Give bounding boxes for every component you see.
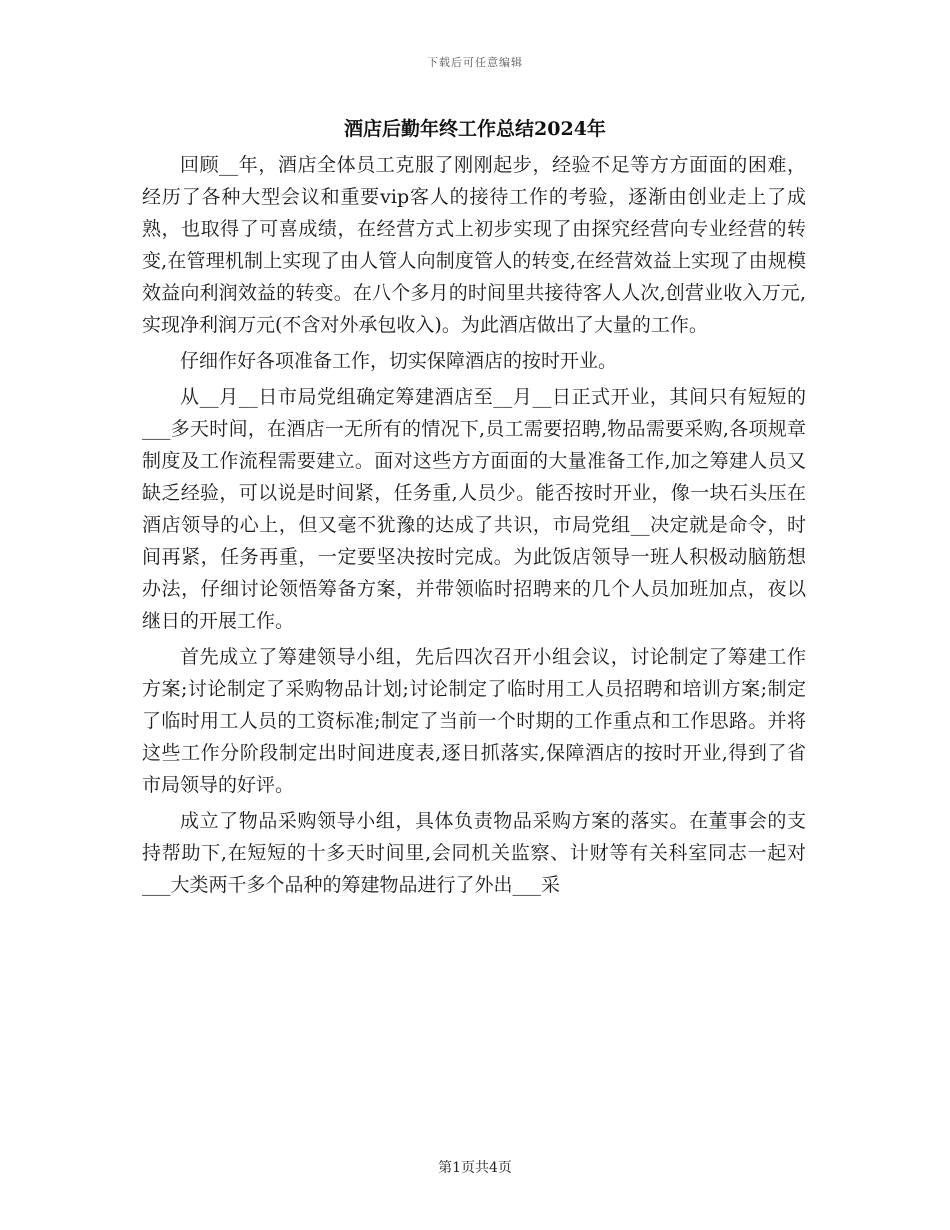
page-number: 第1页共4页 xyxy=(438,1160,512,1176)
paragraph-4: 首先成立了筹建领导小组，先后四次召开小组会议，讨论制定了筹建工作方案;讨论制定了采购物品计划;讨论制定了临时用工人员招聘和培训方案;制定了临时用工人员的工资标准;制定了当前一个时期的工作重点和工作思路。并将这些工作分阶段制定出时间进度表,逐日抓落实,保障酒店的按时开业,得到了省市局领导的好评。 xyxy=(142,646,806,796)
document-title: 酒店后勤年终工作总结2024年 xyxy=(344,118,606,140)
header-note: 下载后可任意编辑 xyxy=(427,56,523,69)
paragraph-2: 仔细作好各项准备工作，切实保障酒店的按时开业。 xyxy=(180,350,618,372)
paragraph-3: 从__月__日市局党组确定筹建酒店至__月__日正式开业，其间只有短短的___多天时间，在酒店一无所有的情况下,员工需要招聘,物品需要采购,各项规章制度及工作流程需要建立。面对这些方方面面的大量准备工作,加之筹建人员又缺乏经验，可以说是时间紧，任务重,人员少。能否按时开业，像一块石头压在酒店领导的心上，但又毫不犹豫的达成了共识，市局党组__决定就是命令，时间再紧，任务再重，一定要坚决按时完成。为此饭店领导一班人积极动脑筋想办法，仔细讨论领悟筹备方案，并带领临时招聘来的几个人员加班加点，夜以继日的开展工作。 xyxy=(142,386,806,632)
paragraph-1: 回顾__年，酒店全体员工克服了刚刚起步，经验不足等方方面面的困难，经历了各种大型会议和重要vip客人的接待工作的考验，逐渐由创业走上了成熟，也取得了可喜成绩，在经营方式上初步实现了由探究经营向专业经营的转变,在管理机制上实现了由人管人向制度管人的转变,在经营效益上实现了由规模效益向利润效益的转变。在八个多月的时间里共接待客人人次,创营业收入万元,实现净利润万元(不含对外承包收入)。为此酒店做出了大量的工作。 xyxy=(142,154,806,336)
paragraph-5: 成立了物品采购领导小组，具体负责物品采购方案的落实。在董事会的支持帮助下,在短短的十多天时间里,会同机关监察、计财等有关科室同志一起对___大类两千多个品种的筹建物品进行了外出___采 xyxy=(142,810,806,896)
document-body xyxy=(142,149,806,905)
